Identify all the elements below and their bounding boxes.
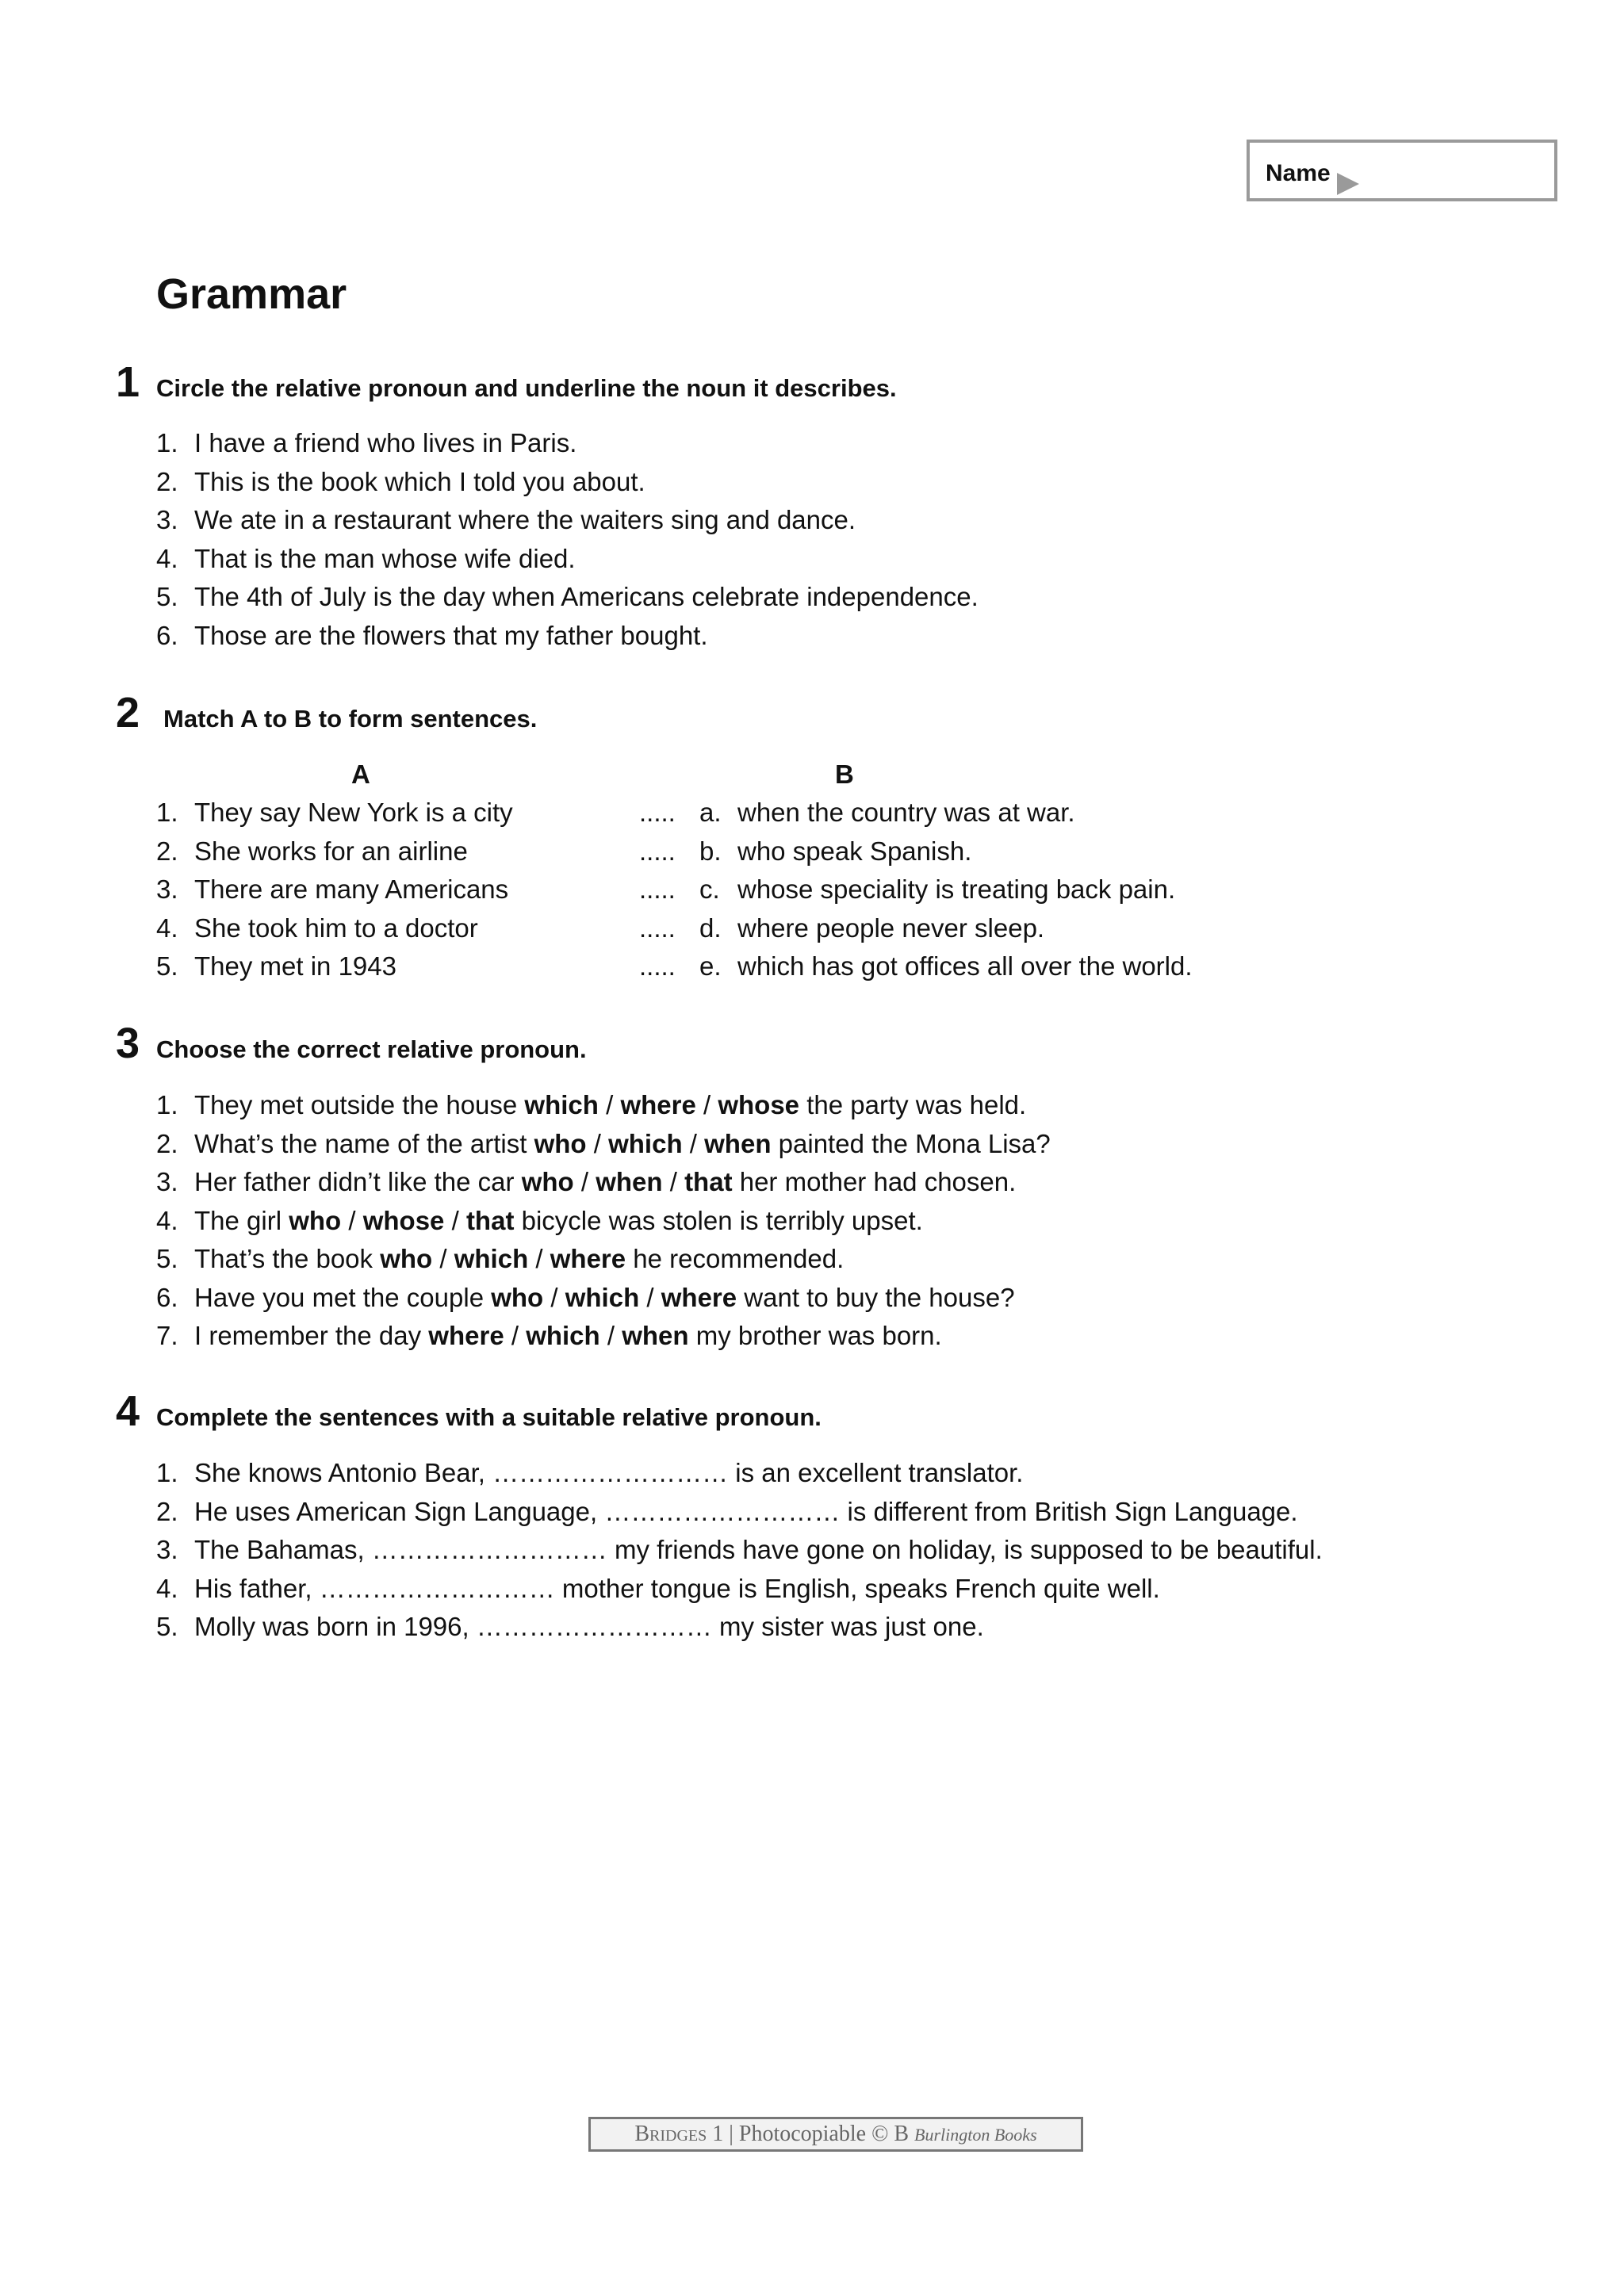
exercise-1-instruction: Circle the relative pronoun and underline the noun it describes.	[156, 374, 897, 402]
item-number: 1.	[156, 1090, 178, 1119]
option-3[interactable]: when	[622, 1321, 689, 1350]
item-text: There are many Americans	[194, 874, 509, 904]
footer-copyright: © B	[871, 2122, 910, 2146]
list-item	[639, 871, 1193, 909]
footer-level: 1	[712, 2122, 724, 2146]
option-2[interactable]: when	[596, 1167, 663, 1196]
item-text: whose speciality is treating back pain.	[737, 874, 1176, 904]
list-item	[156, 947, 513, 986]
option-3[interactable]: that	[684, 1167, 733, 1196]
option-separator: /	[528, 1244, 550, 1273]
item-number: 3.	[156, 1535, 178, 1564]
option-3[interactable]: where	[661, 1282, 737, 1312]
item-number: 2.	[156, 1496, 178, 1526]
option-separator: /	[662, 1167, 685, 1196]
option-1[interactable]: who	[380, 1244, 433, 1273]
option-2[interactable]: which	[608, 1128, 683, 1158]
name-label: Name	[1266, 160, 1331, 186]
item-number: 6.	[156, 620, 178, 650]
item-number: 7.	[156, 1321, 178, 1350]
option-separator: /	[599, 1321, 622, 1350]
item-text: Have you met the couple	[194, 1282, 492, 1312]
option-2[interactable]: which	[565, 1282, 640, 1312]
option-separator: /	[682, 1128, 705, 1158]
list-item	[156, 871, 513, 909]
option-2[interactable]: where	[620, 1090, 696, 1119]
option-1[interactable]: who	[534, 1128, 587, 1158]
item-text: She took him to a doctor	[194, 913, 478, 943]
item-letter: c.	[699, 874, 720, 904]
list-item	[156, 1493, 1323, 1532]
column-b-heading: B	[835, 760, 854, 789]
item-text: They met in 1943	[194, 951, 396, 981]
item-text: His father, ……………………… mother tongue is English, speaks French quite well.	[194, 1573, 1160, 1603]
item-number: 2.	[156, 836, 178, 866]
answer-blank[interactable]: .....	[639, 798, 676, 827]
item-text: What’s the name of the artist	[194, 1128, 534, 1158]
item-number: 1.	[156, 428, 178, 457]
list-item	[156, 617, 979, 656]
item-text: This is the book which I told you about.	[194, 466, 645, 496]
item-text: The 4th of July is the day when Americans celebrate independence.	[194, 582, 979, 611]
list-item	[639, 832, 1193, 871]
answer-blank[interactable]: .....	[639, 913, 676, 943]
item-number: 2.	[156, 466, 178, 496]
option-separator: /	[573, 1167, 596, 1196]
option-separator: /	[639, 1282, 661, 1312]
item-letter: e.	[699, 951, 722, 981]
list-item	[156, 1454, 1323, 1493]
list-item	[156, 424, 979, 463]
exercise-3-number: 3	[116, 1020, 140, 1067]
item-number: 4.	[156, 1205, 178, 1235]
item-number: 1.	[156, 798, 178, 827]
item-number: 5.	[156, 1244, 178, 1273]
option-3[interactable]: where	[550, 1244, 626, 1273]
item-text: Her father didn’t like the car	[194, 1167, 522, 1196]
option-1[interactable]: which	[524, 1090, 599, 1119]
item-text: her mother had chosen.	[732, 1167, 1017, 1196]
option-separator: /	[432, 1244, 454, 1273]
option-3[interactable]: whose	[718, 1090, 800, 1119]
item-letter: a.	[699, 798, 722, 827]
footer-photocopiable: Photocopiable	[738, 2122, 867, 2146]
option-2[interactable]: which	[526, 1321, 600, 1350]
option-3[interactable]: that	[465, 1205, 515, 1235]
item-text: We ate in a restaurant where the waiters sing and dance.	[194, 505, 856, 534]
item-text: which has got offices all over the world.	[737, 951, 1193, 981]
answer-blank[interactable]: .....	[639, 951, 676, 981]
list-item	[156, 1086, 1051, 1125]
option-separator: /	[444, 1205, 466, 1235]
option-2[interactable]: whose	[362, 1205, 445, 1235]
list-item	[156, 1240, 1051, 1279]
item-text: They say New York is a city	[194, 798, 513, 827]
item-text: That is the man whose wife died.	[194, 543, 576, 573]
exercise-4-list	[156, 1454, 1323, 1647]
exercise-1-number: 1	[116, 358, 140, 406]
item-text: That’s the book	[194, 1244, 381, 1273]
option-separator: /	[543, 1282, 565, 1312]
answer-blank[interactable]: .....	[639, 836, 676, 866]
item-number: 1.	[156, 1458, 178, 1487]
column-a-list	[156, 794, 513, 986]
item-text: She works for an airline	[194, 836, 468, 866]
option-separator: /	[504, 1321, 527, 1350]
item-text: They met outside the house	[194, 1090, 525, 1119]
list-item	[156, 1163, 1051, 1202]
item-number: 4.	[156, 543, 178, 573]
list-item	[156, 1279, 1051, 1318]
list-item	[156, 909, 513, 948]
item-number: 4.	[156, 913, 178, 943]
list-item	[156, 501, 979, 540]
option-separator: /	[341, 1205, 363, 1235]
item-letter: b.	[699, 836, 722, 866]
answer-blank[interactable]: .....	[639, 874, 676, 904]
item-text: She knows Antonio Bear, ……………………… is an excellent translator.	[194, 1458, 1024, 1487]
list-item	[639, 794, 1193, 832]
item-text: Molly was born in 1996, ……………………… my sister was just one.	[194, 1612, 984, 1641]
list-item	[156, 832, 513, 871]
option-separator: /	[586, 1128, 609, 1158]
item-number: 6.	[156, 1282, 178, 1312]
list-item	[156, 540, 979, 579]
photocopiable-footer	[588, 2117, 1083, 2152]
item-number: 3.	[156, 874, 178, 904]
item-text: I have a friend who lives in Paris.	[194, 428, 577, 457]
list-item	[156, 1125, 1051, 1164]
list-item	[156, 1317, 1051, 1356]
option-1[interactable]: who	[289, 1205, 342, 1235]
item-text: where people never sleep.	[737, 913, 1045, 943]
list-item	[156, 1202, 1051, 1241]
item-letter: d.	[699, 913, 722, 943]
item-number: 5.	[156, 1612, 178, 1641]
list-item	[156, 578, 979, 617]
exercise-1-list	[156, 424, 979, 655]
item-number: 3.	[156, 505, 178, 534]
option-1[interactable]: where	[428, 1321, 504, 1350]
option-3[interactable]: when	[704, 1128, 772, 1158]
option-separator: /	[695, 1090, 718, 1119]
column-b-list	[639, 794, 1193, 986]
option-1[interactable]: who	[521, 1167, 574, 1196]
item-number: 3.	[156, 1167, 178, 1196]
footer-publisher: Burlington Books	[914, 2125, 1037, 2145]
exercise-3-instruction: Choose the correct relative pronoun.	[156, 1035, 587, 1063]
arrow-right-icon	[1337, 173, 1359, 195]
footer-series: Bridges	[634, 2122, 707, 2146]
footer-separator: |	[729, 2122, 733, 2146]
item-text: I remember the day	[194, 1321, 429, 1350]
item-text: want to buy the house?	[737, 1282, 1015, 1312]
item-text: when the country was at war.	[737, 798, 1075, 827]
list-item	[156, 1570, 1323, 1609]
list-item	[156, 1608, 1323, 1647]
item-text: The Bahamas, ……………………… my friends have gone on holiday, is supposed to be beautiful.	[194, 1535, 1323, 1564]
exercise-4-instruction: Complete the sentences with a suitable relative pronoun.	[156, 1403, 822, 1431]
list-item	[639, 947, 1193, 986]
exercise-2-number: 2	[116, 689, 140, 737]
item-number: 4.	[156, 1573, 178, 1603]
exercise-3-list	[156, 1086, 1051, 1356]
list-item	[639, 909, 1193, 948]
list-item	[156, 463, 979, 502]
option-separator: /	[598, 1090, 621, 1119]
list-item	[156, 1531, 1323, 1570]
option-2[interactable]: which	[454, 1244, 529, 1273]
exercise-2-instruction: Match A to B to form sentences.	[163, 705, 538, 733]
page-title: Grammar	[156, 270, 347, 318]
option-1[interactable]: who	[491, 1282, 544, 1312]
item-text: who speak Spanish.	[737, 836, 972, 866]
item-text: my brother was born.	[688, 1321, 942, 1350]
item-text: bicycle was stolen is terribly upset.	[514, 1205, 923, 1235]
item-number: 2.	[156, 1128, 178, 1158]
item-text: The girl	[194, 1205, 289, 1235]
item-number: 5.	[156, 582, 178, 611]
item-text: painted the Mona Lisa?	[771, 1128, 1051, 1158]
column-a-heading: A	[351, 760, 370, 789]
name-field[interactable]	[1247, 140, 1557, 201]
exercise-4-number: 4	[116, 1387, 140, 1435]
item-text: He uses American Sign Language, ……………………… is different from British Sign Language.	[194, 1496, 1298, 1526]
list-item	[156, 794, 513, 832]
item-text: the party was held.	[799, 1090, 1027, 1119]
item-text: he recommended.	[626, 1244, 845, 1273]
item-number: 5.	[156, 951, 178, 981]
item-text: Those are the flowers that my father bought.	[194, 620, 708, 650]
